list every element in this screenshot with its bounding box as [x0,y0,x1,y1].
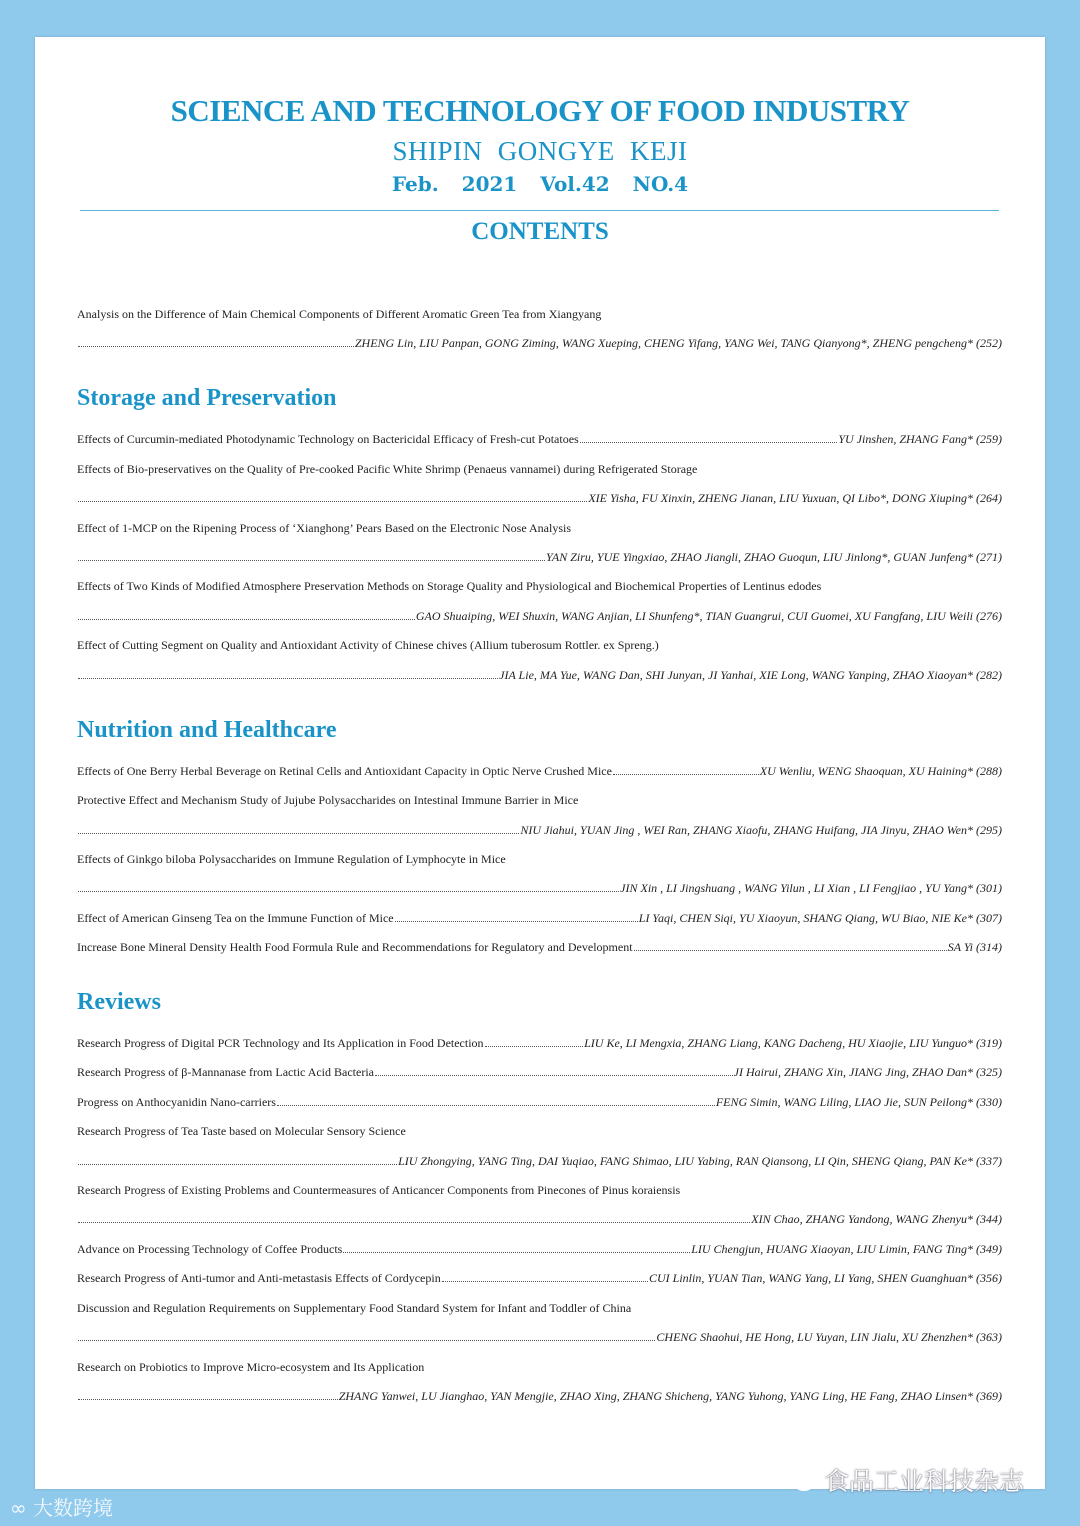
toc-entry-authors: YAN Ziru, YUE Yingxiao, ZHAO Jiangli, ZHAO Guoqun, LIU Jinlong*, GUAN Junfeng* (271) [77,548,1002,566]
toc-entry-authors: ZHANG Yanwei, LU Jianghao, YAN Mengjie, ZHAO Xing, ZHANG Shicheng, YANG Yuhong, YANG Ling, HE Fang, ZHAO Linsen* (369) [77,1387,1002,1405]
toc-entry[interactable]: Progress on Anthocyanidin Nano-carriers FENG Simin, WANG Liling, LIAO Jie, SUN Peilong* (330) [77,1095,1002,1109]
contents-heading: CONTENTS [471,218,609,245]
toc-entry-authors: XIE Yisha, FU Xinxin, ZHENG Jianan, LIU Yuxuan, QI Libo*, DONG Xiuping* (264) [77,489,1002,507]
toc-entry-authors: NIU Jiahui, YUAN Jing , WEI Ran, ZHANG Xiaofu, ZHANG Huifang, JIA Jinyu, ZHAO Wen* (295) [77,821,1002,839]
toc-entry-authors: CHENG Shaohui, HE Hong, LU Yuyan, LIN Jialu, XU Zhenzhen* (363) [77,1328,1002,1346]
watermark-logo-icon: ∞ [10,1496,34,1520]
toc-entry-title[interactable]: Effects of Ginkgo biloba Polysaccharides on Immune Regulation of Lymphocyte in Mice [77,852,506,866]
toc-entry-title[interactable]: Analysis on the Difference of Main Chemical Components of Different Aromatic Green Tea from Xiangyang [77,307,602,321]
toc-entry[interactable]: Research Progress of Anti-tumor and Anti-metastasis Effects of Cordycepin CUI Linlin, YUAN Tian, WANG Yang, LI Yang, SHEN Guanghuan* (356) [77,1271,1002,1285]
toc-entry-authors: ZHENG Lin, LIU Panpan, GONG Ziming, WANG Xueping, CHENG Yifang, YANG Wei, TANG Qianyong*, ZHENG pengcheng* (252) [77,334,1002,352]
toc-entry-title[interactable]: Research Progress of Existing Problems and Countermeasures of Anticancer Components from Pinecones of Pinus koraiensis [77,1183,681,1197]
toc-entry-authors: JIA Lie, MA Yue, WANG Dan, SHI Junyan, JI Yanhai, XIE Long, WANG Yanping, ZHAO Xiaoyan* (282) [77,666,1002,684]
toc-entry-title[interactable]: Effect of 1-MCP on the Ripening Process of ‘Xianghong’ Pears Based on the Electronic Nose Analysis [77,521,572,535]
toc-entry-authors: JIN Xin , LI Jingshuang , WANG Yilun , LI Xian , LI Fengjiao , YU Yang* (301) [77,879,1002,897]
watermark-left: ∞ 大数跨境 [10,1496,114,1520]
toc-entry[interactable]: Research Progress of Digital PCR Technology and Its Application in Food Detection LIU Ke, LI Mengxia, ZHANG Liang, KANG Dacheng, HU Xiaojie, LIU Yunguo* (319) [77,1036,1002,1050]
journal-title: SCIENCE AND TECHNOLOGY OF FOOD INDUSTRY [170,93,910,128]
toc-entry-title[interactable]: Discussion and Regulation Requirements on Supplementary Food Standard System for Infant and Toddler of China [77,1301,632,1315]
toc-entry-title[interactable]: Research on Probiotics to Improve Micro-ecosystem and Its Application [77,1360,425,1374]
toc-entry[interactable]: Effects of One Berry Herbal Beverage on Retinal Cells and Antioxidant Capacity in Optic Nerve Crushed Mice XU Wenliu, WENG Shaoquan, XU Haining* (288) [77,764,1002,778]
section-heading-nutrition: Nutrition and Healthcare [77,717,337,743]
toc-entry-authors: LIU Zhongying, YANG Ting, DAI Yuqiao, FANG Shimao, LIU Yabing, RAN Qiansong, LI Qin, SHENG Qiang, PAN Ke* (337) [77,1152,1002,1170]
toc-entry-authors: GAO Shuaiping, WEI Shuxin, WANG Anjian, LI Shunfeng*, TIAN Guangrui, CUI Guomei, XU Fangfang, LIU Weili (276) [77,607,1002,625]
toc-entry[interactable]: Effects of Curcumin-mediated Photodynamic Technology on Bactericidal Efficacy of Fresh-cut Potatoes YU Jinshen, ZHANG Fang* (259) [77,432,1002,446]
watermark-right: 食品工业科技杂志 [782,1462,1024,1498]
toc-entry[interactable]: Advance on Processing Technology of Coffee Products LIU Chengjun, HUANG Xiaoyan, LIU Limin, FANG Ting* (349) [77,1242,1002,1256]
wechat-icon [782,1467,816,1493]
journal-subtitle: SHIPIN GONGYE KEJI [392,136,688,166]
header-divider [80,210,999,211]
toc-entry-authors: XIN Chao, ZHANG Yandong, WANG Zhenyu* (344) [77,1210,1002,1228]
section-heading-storage: Storage and Preservation [77,385,337,411]
toc-entry-title[interactable]: Protective Effect and Mechanism Study of Jujube Polysaccharides on Intestinal Immune Barrier in Mice [77,793,579,807]
toc-entry-title[interactable]: Effect of Cutting Segment on Quality and Antioxidant Activity of Chinese chives (Allium tuberosum Rottler. ex Spreng.) [77,638,659,652]
toc-entry-title[interactable]: Effects of Two Kinds of Modified Atmosphere Preservation Methods on Storage Quality and Physiological and Biochemical Properties of Lentinus edodes [77,579,822,593]
toc-entry[interactable]: Increase Bone Mineral Density Health Food Formula Rule and Recommendations for Regulatory and Development SA Yi (314) [77,940,1002,954]
issue-info: Feb. 2021 Vol.42 NO.4 [391,172,689,196]
toc-entry[interactable]: Effect of American Ginseng Tea on the Immune Function of Mice LI Yaqi, CHEN Siqi, YU Xiaoyun, SHANG Qiang, WU Biao, NIE Ke* (307) [77,911,1002,925]
contents-page [35,37,1045,1489]
section-heading-reviews: Reviews [77,989,161,1015]
toc-entry-title[interactable]: Research Progress of Tea Taste based on Molecular Sensory Science [77,1124,406,1138]
toc-entry[interactable]: Research Progress of β-Mannanase from Lactic Acid Bacteria JI Hairui, ZHANG Xin, JIANG Jing, ZHAO Dan* (325) [77,1065,1002,1079]
toc-entry-title[interactable]: Effects of Bio-preservatives on the Quality of Pre-cooked Pacific White Shrimp (Penaeus vannamei) during Refrigerated Storage [77,462,698,476]
